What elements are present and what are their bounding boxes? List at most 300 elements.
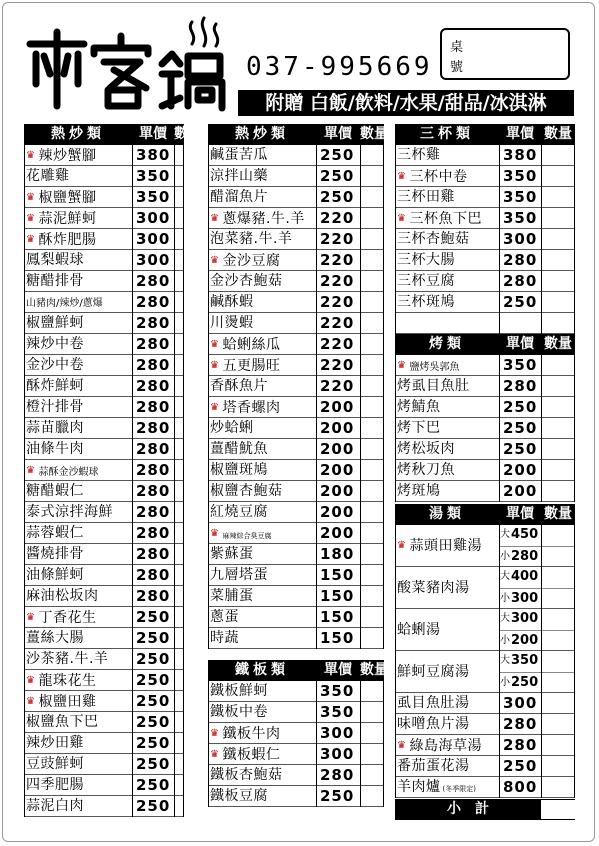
- menu-item-label: 香酥魚片: [210, 378, 268, 394]
- menu-item-name: [397, 166, 499, 187]
- menu-item-row: [24, 250, 184, 271]
- menu-item-label: 涼拌山藥: [210, 168, 268, 184]
- menu-item-row: [24, 691, 184, 712]
- menu-item-row: [395, 460, 575, 481]
- menu-item-price: 280: [136, 419, 171, 437]
- quantity-field[interactable]: [541, 166, 575, 187]
- menu-item-label: 炒蛤蜊: [210, 420, 254, 436]
- menu-item-name: [210, 607, 316, 628]
- quantity-field[interactable]: [541, 418, 575, 439]
- menu-item-name: [26, 313, 132, 334]
- crown-icon: ♛: [397, 360, 407, 371]
- menu-item-label: 椒鹽鮮蚵: [26, 315, 84, 331]
- menu-item-name: [397, 714, 499, 735]
- crown-icon: ♛: [26, 696, 36, 707]
- menu-item-name: [26, 649, 132, 670]
- menu-item-row: [395, 229, 575, 250]
- quantity-field[interactable]: [541, 735, 575, 756]
- section-header: [395, 124, 575, 145]
- menu-item-row: [24, 775, 184, 796]
- price-large: 300: [511, 611, 539, 626]
- menu-item-name: [26, 586, 132, 607]
- menu-item-label: 麻油松坂肉: [26, 588, 99, 604]
- menu-item-label: 辣炒中卷: [26, 336, 84, 352]
- column-rule: [499, 355, 500, 502]
- menu-item-row: [24, 460, 184, 481]
- quantity-field[interactable]: [541, 460, 575, 481]
- menu-item-row: [208, 187, 384, 208]
- menu-item-label: 烤秋刀魚: [397, 462, 455, 478]
- menu-item-label: 酥炸肥腸: [38, 232, 97, 248]
- complimentary-banner: 附贈 白飯/飲料/水果/甜品/冰淇淋: [238, 90, 574, 116]
- menu-item-name: [26, 796, 132, 817]
- menu-item-label: 椒鹽蟹腳: [38, 190, 97, 206]
- menu-item-name: [397, 439, 499, 460]
- menu-item-name: [210, 681, 316, 702]
- menu-item-price: 280: [503, 715, 538, 733]
- menu-item-label: 綠島海草湯: [409, 738, 482, 754]
- menu-item-row: [24, 712, 184, 733]
- menu-item-label: 豆豉鮮蚵: [26, 756, 84, 772]
- menu-item-row: [208, 355, 384, 376]
- quantity-field[interactable]: [360, 271, 384, 292]
- quantity-field[interactable]: [360, 523, 384, 544]
- menu-item-name: [397, 292, 499, 313]
- quantity-field[interactable]: [541, 208, 575, 229]
- menu-item-label: 三杯斑鳩: [397, 294, 455, 310]
- quantity-field[interactable]: [360, 208, 384, 229]
- menu-item-price: 150: [320, 587, 355, 605]
- column-rule: [395, 525, 396, 798]
- crown-icon: ♛: [26, 213, 36, 224]
- menu-item-price: 280: [136, 566, 171, 584]
- menu-item-label: 蛤蜊絲瓜: [222, 337, 281, 353]
- menu-item-label: 椒鹽田雞: [38, 694, 97, 710]
- quantity-field[interactable]: [360, 166, 384, 187]
- quantity-field[interactable]: [541, 187, 575, 208]
- quantity-field[interactable]: [360, 628, 384, 649]
- section-title: 三杯類: [420, 126, 474, 142]
- menu-item-row: [208, 397, 384, 418]
- menu-item-label: 三杯魚下巴: [409, 211, 482, 227]
- quantity-field[interactable]: [360, 292, 384, 313]
- crown-icon: ♛: [210, 213, 220, 224]
- menu-item-row: [395, 777, 575, 798]
- menu-item-price: 250: [320, 787, 355, 805]
- menu-item-price: 250: [136, 734, 171, 752]
- menu-item-label: 椒鹽魚下巴: [26, 714, 99, 730]
- menu-item-row: [208, 334, 384, 355]
- menu-item-note: (冬季限定): [442, 785, 476, 793]
- menu-item-name: [26, 481, 132, 502]
- menu-item-name: [26, 502, 132, 523]
- menu-item-price: 280: [136, 524, 171, 542]
- menu-item-name: [210, 544, 316, 565]
- price-small: 300: [511, 591, 539, 606]
- subtotal-field[interactable]: [541, 800, 575, 819]
- size-large-label: 大: [500, 571, 510, 582]
- menu-item-row: [395, 439, 575, 460]
- menu-item-label: 紫蘇蛋: [210, 546, 254, 562]
- menu-item-name: [210, 397, 316, 418]
- quantity-field[interactable]: [541, 481, 575, 502]
- menu-item-row: [208, 502, 384, 523]
- menu-item-label: 金沙中卷: [26, 357, 84, 373]
- menu-item-name: [26, 691, 132, 712]
- menu-item-label: 鮮蚵豆腐湯: [397, 664, 470, 680]
- menu-item-row: [24, 754, 184, 775]
- menu-item-row: [24, 607, 184, 628]
- menu-item-price: 300: [136, 251, 171, 269]
- size-large-label: 大: [500, 529, 510, 540]
- quantity-field[interactable]: [360, 187, 384, 208]
- quantity-field[interactable]: [360, 765, 384, 786]
- menu-item-row: [208, 744, 384, 765]
- size-large-label: 大: [500, 655, 510, 666]
- menu-item-row: [208, 565, 384, 586]
- quantity-field-small[interactable]: [541, 630, 575, 651]
- quantity-field[interactable]: [360, 681, 384, 702]
- quantity-column-header: 數量: [544, 506, 572, 522]
- quantity-field[interactable]: [541, 439, 575, 460]
- soup-item-row: [395, 609, 575, 651]
- column-rule: [316, 681, 317, 807]
- crown-icon: ♛: [26, 192, 36, 203]
- menu-item-row: [395, 355, 575, 376]
- menu-item-label: 三杯大腸: [397, 252, 455, 268]
- quantity-divider: [541, 672, 575, 673]
- menu-item-name: [26, 565, 132, 586]
- price-column-header: 單價: [139, 126, 167, 142]
- quantity-field-small[interactable]: [541, 588, 575, 609]
- menu-item-price: 150: [320, 629, 355, 647]
- quantity-field[interactable]: [541, 376, 575, 397]
- menu-item-price: 180: [320, 545, 355, 563]
- menu-item-label: 烤斑鳩: [397, 483, 441, 499]
- quantity-column-header: 數量: [544, 126, 572, 142]
- menu-item-price: 250: [503, 757, 538, 775]
- menu-item-row: [395, 756, 575, 777]
- menu-item-label: 油條鮮蚵: [26, 567, 84, 583]
- menu-item-name: [397, 735, 499, 756]
- price-large: 450: [511, 527, 539, 542]
- menu-item-price: 150: [320, 608, 355, 626]
- menu-item-row: [208, 439, 384, 460]
- quantity-field[interactable]: [360, 544, 384, 565]
- menu-item-price: 350: [136, 188, 171, 206]
- quantity-field[interactable]: [541, 250, 575, 271]
- quantity-field-large[interactable]: [541, 609, 575, 630]
- size-small-label: 小: [500, 635, 510, 646]
- menu-item-label: 烤鯖魚: [397, 399, 441, 415]
- menu-item-price: 250: [136, 692, 171, 710]
- menu-item-row: [395, 735, 575, 756]
- menu-item-label: 油條牛肉: [26, 441, 84, 457]
- menu-item-name: [210, 565, 316, 586]
- column-rule: [395, 355, 396, 502]
- menu-item-price: 220: [320, 230, 355, 248]
- menu-item-row: [24, 439, 184, 460]
- menu-item-price: 380: [503, 146, 538, 164]
- menu-item-label: 糖醋蝦仁: [26, 483, 84, 499]
- column-rule: [541, 355, 542, 502]
- price-column-header: 單價: [506, 506, 534, 522]
- price-small: 200: [511, 633, 539, 648]
- quantity-field[interactable]: [360, 439, 384, 460]
- menu-item-row: [208, 250, 384, 271]
- quantity-field-large[interactable]: [541, 567, 575, 588]
- menu-item-row: [24, 271, 184, 292]
- quantity-field[interactable]: [360, 376, 384, 397]
- menu-item-name: [397, 229, 499, 250]
- menu-item-name: [210, 723, 316, 744]
- menu-item-label: 蒜蓉蝦仁: [26, 525, 84, 541]
- quantity-column-header: 數量: [360, 126, 388, 142]
- quantity-field[interactable]: [360, 229, 384, 250]
- menu-item-label: 蒜酥金沙蝦球: [38, 467, 99, 478]
- menu-item-price: 280: [136, 293, 171, 311]
- menu-item-price: 220: [320, 314, 355, 332]
- quantity-field[interactable]: [360, 744, 384, 765]
- quantity-field[interactable]: [541, 756, 575, 777]
- menu-item-label: 鐵板牛肉: [222, 726, 281, 742]
- quantity-field-large[interactable]: [541, 525, 575, 546]
- menu-item-row: [24, 544, 184, 565]
- menu-item-row: [24, 313, 184, 334]
- menu-item-row: [24, 586, 184, 607]
- menu-item-name: [210, 145, 316, 166]
- quantity-field[interactable]: [360, 565, 384, 586]
- quantity-field[interactable]: [360, 313, 384, 334]
- menu-item-name: [397, 651, 499, 693]
- quantity-field[interactable]: [541, 693, 575, 714]
- quantity-field[interactable]: [541, 777, 575, 798]
- quantity-field[interactable]: [360, 334, 384, 355]
- menu-item-price: 280: [503, 251, 538, 269]
- menu-item-name: [397, 567, 499, 609]
- menu-item-row: [208, 166, 384, 187]
- menu-item-price: 200: [320, 482, 355, 500]
- menu-item-row: [208, 628, 384, 649]
- quantity-field[interactable]: [360, 145, 384, 166]
- column-rule: [499, 525, 500, 798]
- menu-item-label: 菜脯蛋: [210, 588, 254, 604]
- quantity-field[interactable]: [360, 250, 384, 271]
- menu-item-price: 250: [136, 608, 171, 626]
- menu-item-label: 味噌魚片湯: [397, 716, 470, 732]
- menu-item-row: [395, 376, 575, 397]
- price-column-header: 單價: [324, 126, 352, 142]
- column-rule: [574, 145, 575, 334]
- quantity-field[interactable]: [541, 292, 575, 313]
- menu-item-name: [26, 439, 132, 460]
- crown-icon: ♛: [397, 540, 407, 551]
- menu-item-price: 380: [136, 146, 171, 164]
- size-divider: [499, 546, 541, 547]
- section-header: [208, 124, 388, 145]
- menu-item-row: [24, 418, 184, 439]
- menu-item-row: [395, 693, 575, 714]
- quantity-divider: [541, 630, 575, 631]
- crown-icon: ♛: [210, 528, 220, 539]
- column-rule: [383, 145, 384, 649]
- soup-item-row: [395, 525, 575, 567]
- menu-item-row: [24, 397, 184, 418]
- menu-item-label: 麻辣綜合臭豆腐: [222, 532, 272, 540]
- menu-item-price: 250: [136, 797, 171, 815]
- column-rule: [541, 525, 542, 798]
- menu-item-label: 鐵板鮮蚵: [210, 683, 268, 699]
- menu-item-label: 橙汁排骨: [26, 399, 84, 415]
- section-title: 熱炒類: [51, 126, 105, 142]
- menu-item-label: 烤虱目魚肚: [397, 378, 470, 394]
- menu-item-row: [24, 649, 184, 670]
- quantity-field-small[interactable]: [541, 672, 575, 693]
- menu-item-row: [24, 733, 184, 754]
- quantity-field[interactable]: [360, 723, 384, 744]
- menu-item-label: 蒜泥鮮蚵: [38, 211, 97, 227]
- menu-item-row: [24, 187, 184, 208]
- menu-item-price: 220: [320, 251, 355, 269]
- size-divider: [499, 588, 541, 589]
- menu-item-label: 金沙杏鮑菇: [210, 273, 283, 289]
- quantity-field[interactable]: [541, 229, 575, 250]
- menu-item-name: [397, 418, 499, 439]
- menu-item-name: [210, 744, 316, 765]
- quantity-field[interactable]: [360, 502, 384, 523]
- quantity-field[interactable]: [360, 481, 384, 502]
- menu-item-price: 200: [503, 461, 538, 479]
- crown-icon: ♛: [210, 402, 220, 413]
- crown-icon: ♛: [210, 255, 220, 266]
- menu-item-row: [24, 334, 184, 355]
- quantity-field[interactable]: [360, 607, 384, 628]
- quantity-field[interactable]: [360, 355, 384, 376]
- menu-item-price: 200: [320, 524, 355, 542]
- quantity-column-header: 數量: [544, 336, 572, 352]
- quantity-column-header: 數量: [174, 126, 202, 142]
- menu-item-price: 200: [320, 419, 355, 437]
- menu-item-name: [26, 229, 132, 250]
- menu-item-price: 280: [320, 766, 355, 784]
- menu-item-price: 350: [320, 682, 355, 700]
- menu-item-row: [24, 502, 184, 523]
- crown-icon: ♛: [210, 339, 220, 350]
- menu-item-name: [397, 355, 499, 376]
- size-small-label: 小: [500, 677, 510, 688]
- menu-item-label: 鐵板杏鮑菇: [210, 767, 283, 783]
- menu-item-name: [26, 733, 132, 754]
- quantity-field[interactable]: [541, 355, 575, 376]
- menu-item-label: 鐵板蝦仁: [222, 747, 281, 763]
- menu-item-label: 薑醋魷魚: [210, 441, 268, 457]
- quantity-field-small[interactable]: [541, 546, 575, 567]
- quantity-field[interactable]: [541, 714, 575, 735]
- menu-item-price: 220: [320, 377, 355, 395]
- quantity-field-large[interactable]: [541, 651, 575, 672]
- menu-item-price: 250: [320, 146, 355, 164]
- menu-item-name: [397, 693, 499, 714]
- column-rule: [574, 525, 575, 798]
- menu-item-name: [397, 777, 499, 798]
- menu-item-label: 薑絲大腸: [26, 630, 84, 646]
- menu-item-label: 椒鹽杏鮑菇: [210, 483, 283, 499]
- menu-item-price: 200: [320, 503, 355, 521]
- menu-item-label: 羊肉爐: [397, 779, 441, 795]
- menu-item-name: [210, 376, 316, 397]
- menu-item-row: [24, 376, 184, 397]
- menu-item-label: 鹹酥蝦: [210, 294, 254, 310]
- menu-item-price: 800: [503, 778, 538, 796]
- menu-item-row: [208, 765, 384, 786]
- menu-item-row: [208, 292, 384, 313]
- quantity-field[interactable]: [541, 271, 575, 292]
- menu-item-price: 280: [136, 440, 171, 458]
- quantity-field[interactable]: [360, 418, 384, 439]
- menu-item-row: [208, 544, 384, 565]
- menu-item-price: 280: [503, 377, 538, 395]
- menu-item-row: [24, 481, 184, 502]
- menu-item-name: [397, 481, 499, 502]
- menu-item-name: [397, 397, 499, 418]
- menu-item-label: 丁香花生: [38, 610, 97, 626]
- menu-item-row: [395, 397, 575, 418]
- menu-item-name: [397, 756, 499, 777]
- blank-row: [395, 313, 575, 334]
- subtotal-row: [395, 799, 575, 820]
- menu-item-price: 300: [320, 724, 355, 742]
- menu-item-name: [397, 376, 499, 397]
- menu-item-label: 龍珠花生: [38, 673, 97, 689]
- menu-item-name: [26, 670, 132, 691]
- menu-item-price: 200: [320, 440, 355, 458]
- menu-item-price: 220: [320, 293, 355, 311]
- quantity-field[interactable]: [360, 460, 384, 481]
- crown-icon: ♛: [26, 150, 36, 161]
- column-rule: [574, 355, 575, 502]
- crown-icon: ♛: [26, 612, 36, 623]
- menu-item-row: [208, 208, 384, 229]
- menu-item-row: [395, 418, 575, 439]
- menu-item-name: [210, 481, 316, 502]
- table-number-box[interactable]: [440, 28, 570, 80]
- menu-item-row: [208, 481, 384, 502]
- quantity-field[interactable]: [360, 586, 384, 607]
- quantity-field[interactable]: [541, 145, 575, 166]
- crown-icon: ♛: [397, 740, 407, 751]
- soup-item-row: [395, 567, 575, 609]
- menu-item-label: 鹽烤吳郭魚: [409, 362, 460, 373]
- menu-item-row: [395, 208, 575, 229]
- menu-item-name: [26, 754, 132, 775]
- menu-item-price: 250: [136, 755, 171, 773]
- quantity-field[interactable]: [360, 702, 384, 723]
- quantity-field[interactable]: [541, 397, 575, 418]
- quantity-field[interactable]: [360, 786, 384, 807]
- quantity-field[interactable]: [360, 397, 384, 418]
- menu-item-price: 350: [503, 167, 538, 185]
- crown-icon: ♛: [397, 213, 407, 224]
- menu-item-name: [397, 271, 499, 292]
- menu-item-row: [395, 166, 575, 187]
- menu-item-name: [210, 439, 316, 460]
- menu-item-row: [395, 271, 575, 292]
- menu-item-row: [24, 145, 184, 166]
- menu-item-row: [395, 187, 575, 208]
- menu-item-label: 三杯豆腐: [397, 273, 455, 289]
- soup-item-row: [395, 651, 575, 693]
- menu-item-price: 350: [136, 167, 171, 185]
